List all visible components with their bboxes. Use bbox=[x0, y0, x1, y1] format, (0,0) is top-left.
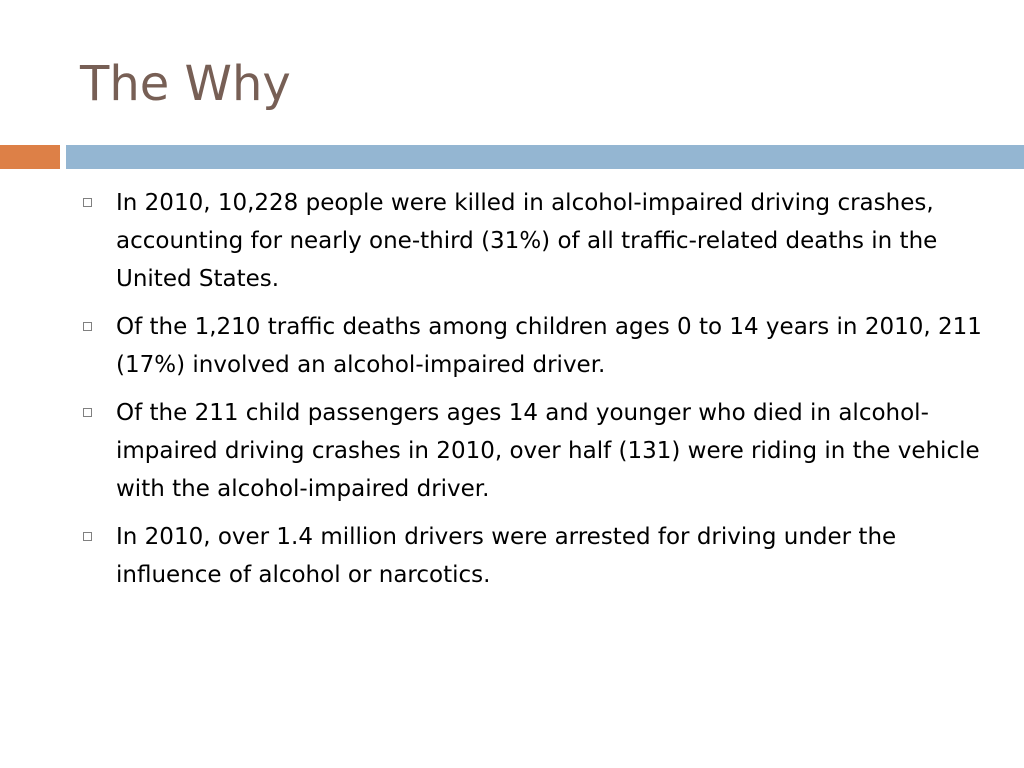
bullet-list bbox=[0, 184, 1024, 604]
bullet-text-3: Of the 211 child passengers ages 14 and younger who died in alcohol-impaired driving crashes in 2010, over half (131) were riding in the vehicle with the alcohol-impaired driver. bbox=[116, 400, 980, 502]
hollow-square-bullet-icon bbox=[83, 532, 92, 541]
slide-title: The Why bbox=[80, 56, 291, 112]
hollow-square-bullet-icon bbox=[83, 198, 92, 207]
bullet-item-4 bbox=[0, 518, 1024, 594]
bullet-text-1: In 2010, 10,228 people were killed in alcohol-impaired driving crashes, accounting for nearly one-third (31%) of all traffic-related deaths in the United States. bbox=[116, 190, 938, 292]
title-rule-bar bbox=[66, 145, 1024, 169]
bullet-text-4: In 2010, over 1.4 million drivers were arrested for driving under the influence of alcohol or narcotics. bbox=[116, 524, 897, 588]
bullet-item-3 bbox=[0, 394, 1024, 508]
title-accent-bar bbox=[0, 145, 60, 169]
hollow-square-bullet-icon bbox=[83, 408, 92, 417]
hollow-square-bullet-icon bbox=[83, 322, 92, 331]
bullet-text-2: Of the 1,210 traffic deaths among children ages 0 to 14 years in 2010, 211 (17%) involved an alcohol-impaired driver. bbox=[116, 314, 982, 378]
bullet-item-2 bbox=[0, 308, 1024, 384]
bullet-item-1 bbox=[0, 184, 1024, 298]
